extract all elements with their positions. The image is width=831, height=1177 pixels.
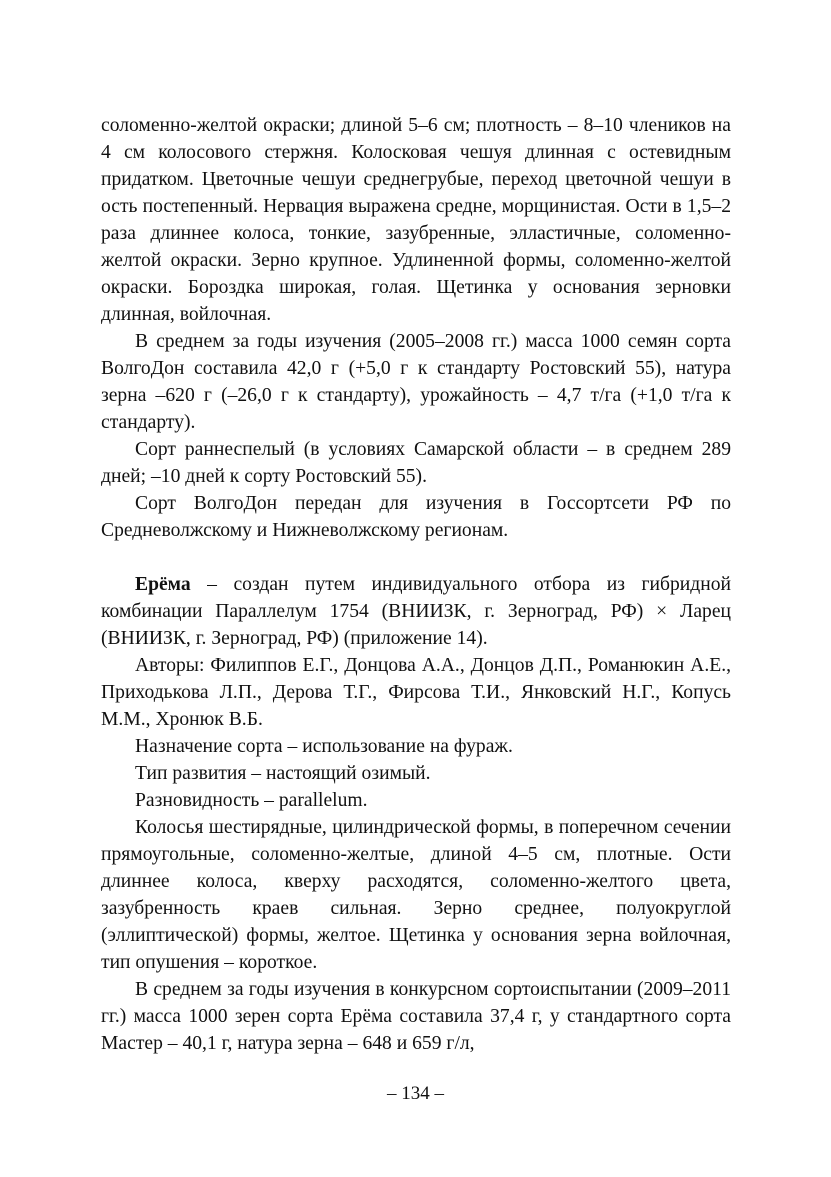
paragraph-7: Назначение сорта – использование на фураж. xyxy=(135,736,513,757)
paragraph-9: Разновидность – parallelum. xyxy=(135,790,368,811)
paragraph-3: Сорт раннеспелый (в условиях Самарской области – в среднем 289 дней; –10 дней к сорту Ростовский 55). xyxy=(101,439,731,487)
paragraph-6: Авторы: Филиппов Е.Г., Донцова А.А., Донцов Д.П., Романюкин А.Е., Приходькова Л.П., Дерова Т.Г., Фирсова Т.И., Янковский Н.Г., Копусь М.М., Хронюк В.Б. xyxy=(101,655,731,730)
paragraph-8: Тип развития – настоящий озимый. xyxy=(135,763,431,784)
page-number: – 134 – xyxy=(387,1083,444,1104)
paragraph-4: Сорт ВолгоДон передан для изучения в Госсортсети РФ по Средневолжскому и Нижневолжскому регионам. xyxy=(101,493,731,541)
page-body xyxy=(101,112,731,1057)
paragraph-11: В среднем за годы изучения в конкурсном сортоиспытании (2009–2011 гг.) масса 1000 зерен сорта Ерёма составила 37,4 г, у стандартного сорта Мастер – 40,1 г, натура зерна – 648 и 659 г/л, xyxy=(101,979,731,1054)
paragraph-10: Колосья шестирядные, цилиндрической формы, в поперечном сечении прямоугольные, соломенно-желтые, длиной 4–5 см, плотные. Ости длиннее колоса, кверху расходятся, соломенно-желтого цвета, зазубренность краев сильная. Зерно среднее, полуокруглой (эллиптической) формы, желтое. Щетинка у основания зерна войлочная, тип опушения – короткое. xyxy=(101,817,731,973)
paragraph-5 xyxy=(101,571,731,652)
variety-name: Ерёма xyxy=(135,574,191,595)
paragraph-2: В среднем за годы изучения (2005–2008 гг.) масса 1000 семян сорта ВолгоДон составила 42,0 г (+5,0 г к стандарту Ростовский 55), натура зерна –620 г (–26,0 г к стандарту), урожайность – 4,7 т/га (+1,0 т/га к стандарту). xyxy=(101,331,731,433)
paragraph-5-text: – создан путем индивидуального отбора из гибридной комбинации Параллелум 1754 (ВНИИЗК, г. Зерноград, РФ) × Ларец (ВНИИЗК, г. Зерноград, РФ) (приложение 14). xyxy=(101,574,731,649)
paragraph-1: соломенно-желтой окраски; длиной 5–6 см; плотность – 8–10 члеников на 4 см колосового стержня. Колосковая чешуя длинная с остевидным придатком. Цветочные чешуи среднегрубые, переход цветочной чешуи в ость постепенный. Нервация выражена средне, морщинистая. Ости в 1,5–2 раза длиннее колоса, тонкие, зазубренные, элластичные, соломенно-желтой окраски. Зерно крупное. Удлиненной формы, соломенно-желтой окраски. Бороздка широкая, голая. Щетинка у основания зерновки длинная, войлочная. xyxy=(101,115,731,325)
